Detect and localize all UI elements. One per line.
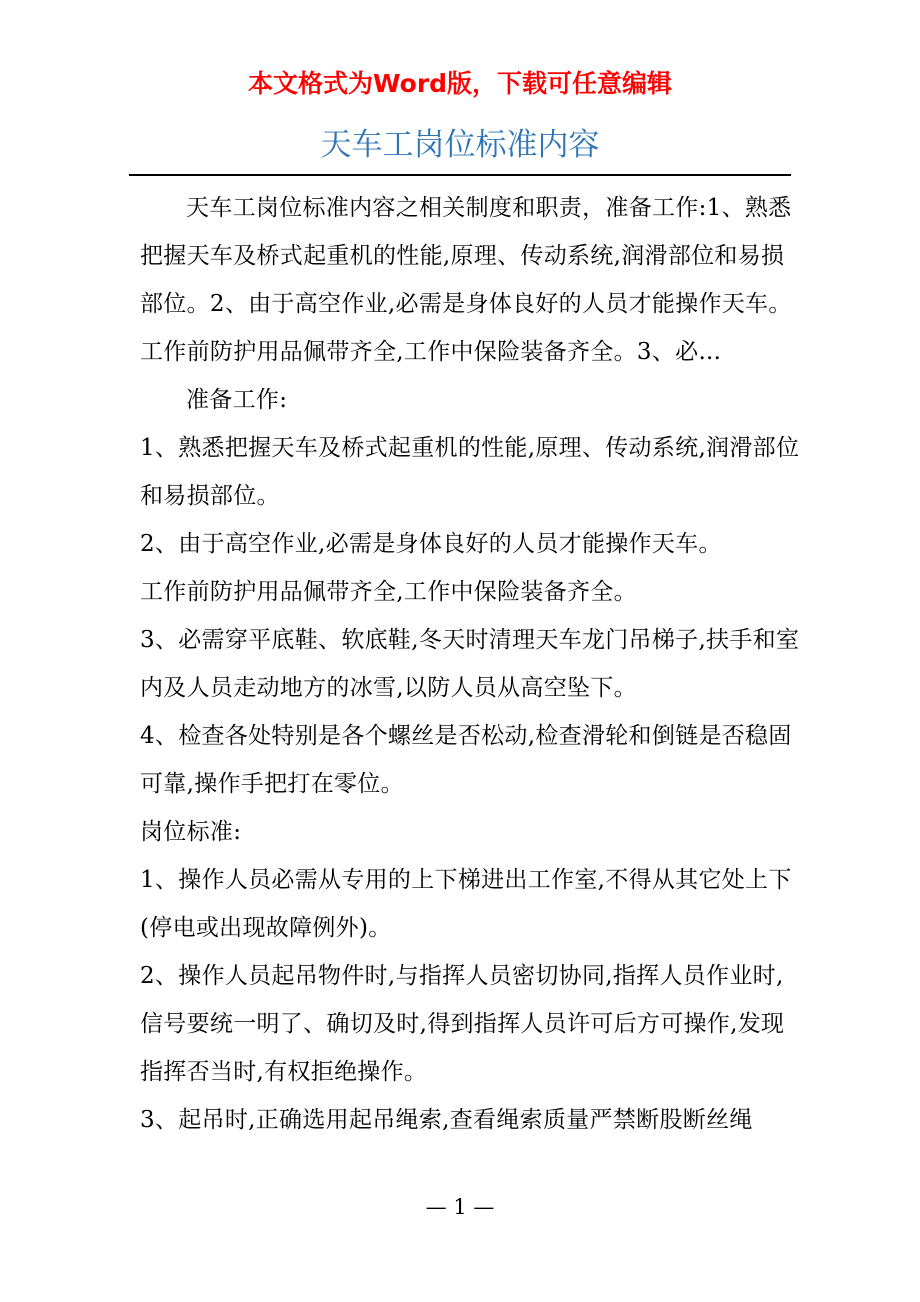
preparation-item-1: 1、熟悉把握天车及桥式起重机的性能,原理、传动系统,润滑部位和易损部位。 [140,435,800,509]
preparation-item-2: 2、由于高空作业,必需是身体良好的人员才能操作天车。 [140,531,722,557]
standard-item-3: 3、起吊时,正确选用起吊绳索,查看绳索质量严禁断股断丝绳 [140,1107,753,1133]
standard-item-2: 2、操作人员起吊物件时,与指挥人员密切协同,指挥人员作业时,信号要统一明了、确切及时,得到指挥人员许可后方可操作,发现指挥否当时,有权拒绝操作。 [140,963,785,1085]
section-heading-preparation: 准备工作: [186,387,288,413]
download-banner: 本文格式为Word版，下载可任意编辑 [247,69,673,98]
preparation-item-3: 3、必需穿平底鞋、软底鞋,冬天时清理天车龙门吊梯子,扶手和室内及人员走动地方的冰雪,以防人员从高空坠下。 [140,627,800,701]
page-number: — 1 — [425,1195,495,1219]
summary-paragraph: 天车工岗位标准内容之相关制度和职责，准备工作:1、熟悉把握天车及桥式起重机的性能,原理、传动系统,润滑部位和易损部位。2、由于高空作业,必需是身体良好的人员才能操作天车。工作前防护用品佩带齐全,工作中保险装备齐全。3、必... [140,195,792,365]
preparation-item-2-continued: 工作前防护用品佩带齐全,工作中保险装备齐全。 [140,579,637,605]
document-title: 天车工岗位标准内容 [320,127,600,163]
document-body [140,184,800,1144]
standard-item-1: 1、操作人员必需从专用的上下梯进出工作室,不得从其它处上下(停电或出现故障例外)。 [140,867,792,941]
title-divider [129,174,791,176]
preparation-item-4: 4、检查各处特别是各个螺丝是否松动,检查滑轮和倒链是否稳固可靠,操作手把打在零位。 [140,723,792,797]
section-heading-standards: 岗位标准: [140,819,242,845]
